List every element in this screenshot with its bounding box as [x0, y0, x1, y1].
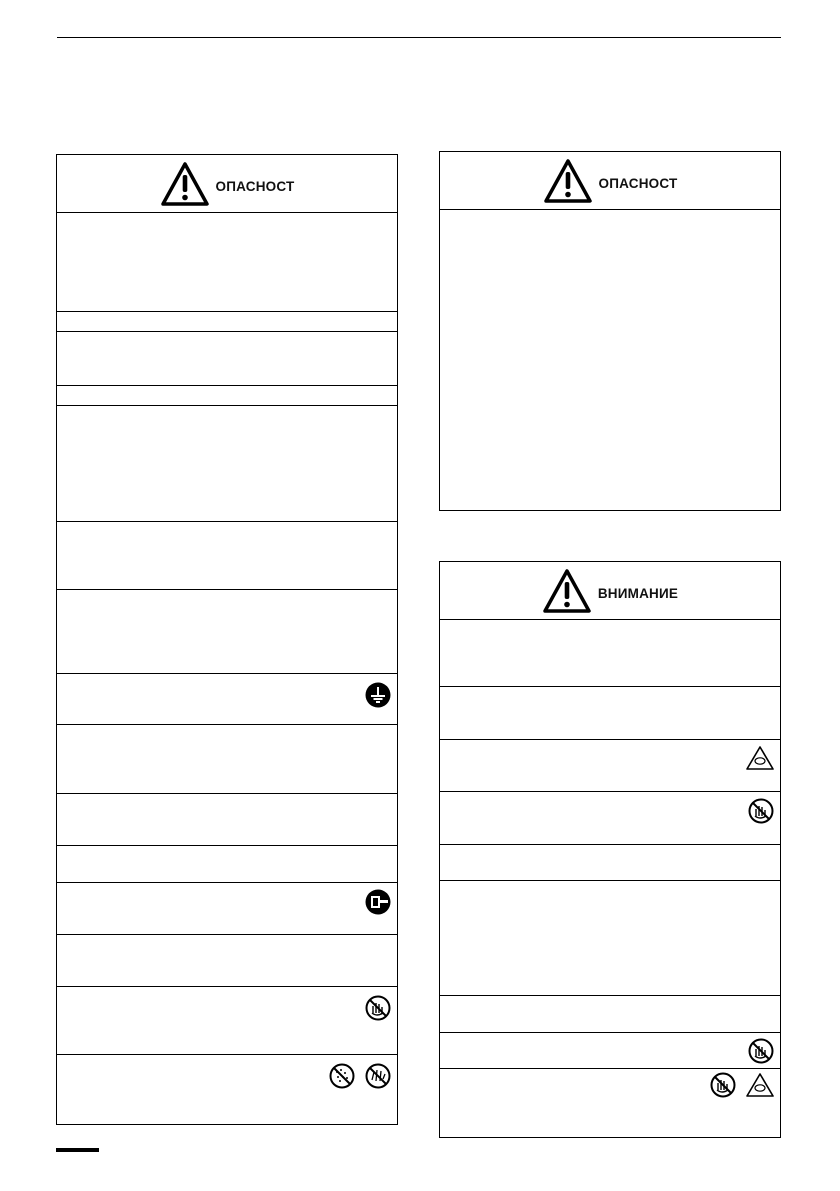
- caution-5: [440, 845, 780, 881]
- caution-triangle-icon: [745, 745, 775, 771]
- no-wet-hands-icon: [365, 1063, 391, 1089]
- rule-7: [57, 590, 397, 674]
- right-danger-panel: [439, 151, 781, 511]
- top-rule: [57, 37, 781, 38]
- caution-9: [440, 1069, 780, 1137]
- rule-14: [57, 987, 397, 1055]
- rule-5: [57, 406, 397, 522]
- right-caution-header: [440, 562, 780, 620]
- caution-8: [440, 1033, 780, 1069]
- rule-3: [57, 332, 397, 386]
- rule-6: [57, 522, 397, 590]
- right-danger-header: [440, 152, 780, 210]
- caution-7: [440, 996, 780, 1033]
- header-label: ОПАСНОСТ: [215, 179, 295, 194]
- no-water-spray-icon: [329, 1063, 355, 1089]
- caution-6: [440, 881, 780, 996]
- caution-triangle-icon: [745, 1072, 775, 1098]
- header-label: ВНИМАНИЕ: [597, 586, 679, 601]
- header-label: ОПАСНОСТ: [598, 176, 678, 191]
- rule-11: [57, 846, 397, 883]
- rule-12: [57, 883, 397, 935]
- rule-2: [57, 312, 397, 332]
- warning-triangle-icon: [160, 161, 210, 207]
- warning-triangle-icon: [543, 158, 593, 204]
- rule-15: [57, 1055, 397, 1125]
- warning-triangle-icon: [542, 568, 592, 614]
- rule-10: [57, 794, 397, 846]
- rule-9: [57, 725, 397, 794]
- unplug-power-icon: [365, 889, 391, 915]
- caution-3: [440, 740, 780, 792]
- caution-4: [440, 792, 780, 845]
- ground-earth-icon: [365, 682, 391, 708]
- no-touch-icon: [365, 995, 391, 1021]
- page-number-bar: [56, 1148, 99, 1152]
- right-caution-panel: [439, 561, 781, 1138]
- no-touch-icon: [748, 798, 774, 824]
- left-danger-header: [57, 155, 397, 213]
- no-touch-icon: [710, 1072, 736, 1098]
- caution-2: [440, 687, 780, 740]
- rule-13: [57, 935, 397, 987]
- rule-4: [57, 386, 397, 406]
- rule-1: [57, 212, 397, 312]
- no-touch-icon: [748, 1038, 774, 1064]
- caution-1: [440, 619, 780, 687]
- rule-8: [57, 674, 397, 725]
- left-danger-panel: [56, 154, 398, 1125]
